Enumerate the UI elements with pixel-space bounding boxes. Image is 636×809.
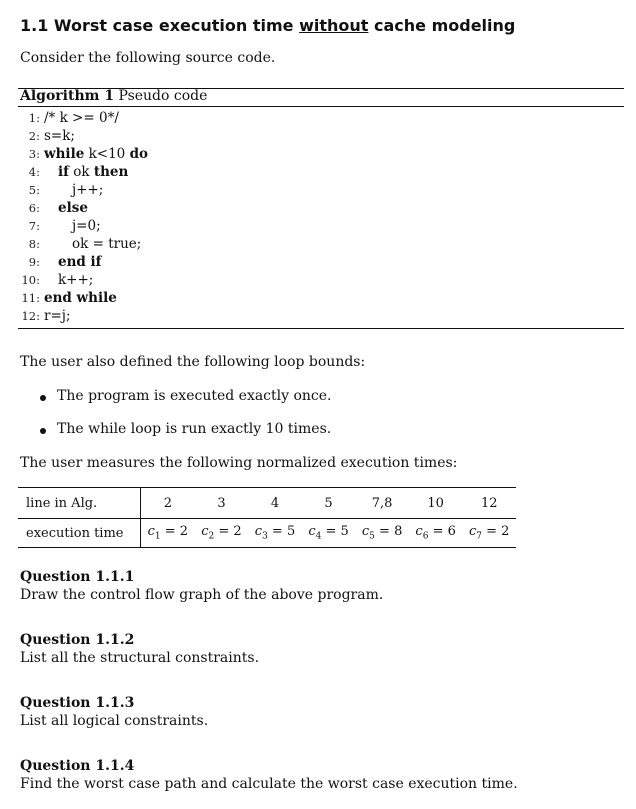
table-row — [18, 519, 516, 548]
question-title: Question 1.1.3 — [20, 695, 135, 711]
line-number: 4: — [28, 165, 40, 179]
table-row — [18, 488, 516, 519]
line-number: 1: — [28, 111, 40, 125]
code-keyword: if — [58, 164, 69, 180]
time-cell: $c_3 = 5$ — [254, 524, 296, 542]
bullet-text: The program is executed exactly once. — [57, 388, 332, 404]
code-text — [58, 164, 128, 180]
execution-time-table — [18, 487, 516, 548]
code-keyword: end if — [58, 254, 102, 270]
code-text — [58, 272, 93, 288]
section-title-start: Worst case execution time — [53, 16, 294, 35]
measure-intro: The user measures the following normalized execution times: — [20, 455, 458, 471]
code-text — [58, 254, 101, 270]
time-cell: $c_7 = 2$ — [468, 524, 510, 542]
code-text — [44, 110, 119, 126]
time-cell: $c_2 = 2$ — [201, 524, 242, 542]
code-line — [20, 272, 94, 290]
line-cell: 12 — [462, 488, 516, 519]
code-keyword: end while — [44, 290, 117, 306]
code-fragment: r=j; — [44, 308, 71, 324]
time-cell: $c_4 = 5$ — [308, 524, 349, 542]
code-fragment: ok — [68, 164, 94, 180]
line-number: 8: — [28, 237, 40, 251]
bullet-icon — [40, 395, 46, 401]
code-text — [44, 146, 148, 162]
line-number: 9: — [28, 255, 40, 269]
code-fragment: ok = true; — [72, 236, 142, 252]
question-title: Question 1.1.1 — [20, 569, 135, 585]
algorithm-label: Algorithm 1 — [20, 88, 115, 104]
code-fragment: k<10 — [84, 146, 130, 162]
code-line — [20, 218, 101, 236]
intro-text: Consider the following source code. — [20, 50, 276, 66]
algorithm-caption — [20, 88, 207, 104]
code-line — [20, 200, 88, 218]
code-text — [44, 308, 71, 324]
loop-bounds-intro: The user also defined the following loop bounds: — [20, 354, 366, 370]
code-fragment: j++; — [72, 182, 104, 198]
line-cell: 2 — [141, 488, 195, 519]
line-number: 11: — [21, 291, 40, 305]
line-number: 2: — [28, 129, 40, 143]
section-title-end: cache modeling — [374, 16, 516, 35]
code-keyword: else — [58, 200, 88, 216]
code-line — [20, 290, 117, 308]
time-cell: $c_1 = 2$ — [147, 524, 189, 542]
code-line — [20, 110, 119, 128]
time-cell: $c_5 = 8$ — [361, 524, 403, 542]
line-number: 3: — [28, 147, 40, 161]
line-number: 5: — [28, 183, 40, 197]
line-cell: 3 — [195, 488, 249, 519]
algorithm-caption-text: Pseudo code — [118, 88, 208, 104]
code-keyword: do — [129, 146, 149, 162]
algorithm-bottom-rule — [18, 328, 624, 329]
question-text: List all logical constraints. — [20, 713, 209, 729]
code-line — [20, 182, 104, 200]
code-line — [20, 128, 75, 146]
time-cell: $c_6 = 6$ — [415, 524, 456, 542]
code-text — [72, 182, 103, 198]
section-title-emphasis: without — [299, 16, 369, 35]
bullet-text: The while loop is run exactly 10 times. — [57, 421, 332, 437]
code-text — [44, 128, 75, 144]
code-fragment: /* k >= 0*/ — [44, 110, 119, 126]
code-text — [72, 218, 101, 234]
line-cell: 10 — [409, 488, 463, 519]
question-text: Draw the control flow graph of the above program. — [20, 587, 384, 603]
line-cell: 4 — [248, 488, 302, 519]
code-text — [44, 290, 117, 306]
code-text — [72, 236, 141, 252]
code-fragment: j=0; — [72, 218, 101, 234]
code-line — [20, 254, 102, 272]
algorithm-mid-rule — [18, 106, 624, 107]
line-number: 6: — [28, 201, 40, 215]
section-title — [20, 16, 515, 35]
question-title: Question 1.1.2 — [20, 632, 135, 648]
line-number: 7: — [28, 219, 40, 233]
code-fragment: k++; — [58, 272, 94, 288]
question-text: List all the structural constraints. — [20, 650, 260, 666]
code-line — [20, 236, 142, 254]
line-cell: 7,8 — [355, 488, 409, 519]
code-keyword: while — [44, 146, 85, 162]
line-cell: 5 — [302, 488, 356, 519]
line-number: 10: — [21, 273, 40, 287]
code-line — [20, 164, 129, 182]
question-text: Find the worst case path and calculate the worst case execution time. — [20, 776, 518, 792]
code-text — [58, 200, 88, 216]
code-fragment: s=k; — [44, 128, 75, 144]
row-header-time: execution time — [18, 519, 141, 548]
bullet-icon — [40, 428, 46, 434]
code-line — [20, 308, 71, 326]
row-header-line: line in Alg. — [18, 488, 141, 519]
section-number: 1.1 — [20, 16, 49, 35]
line-number: 12: — [21, 309, 40, 323]
code-line — [20, 146, 149, 164]
code-keyword: then — [93, 164, 129, 180]
question-title: Question 1.1.4 — [20, 758, 135, 774]
